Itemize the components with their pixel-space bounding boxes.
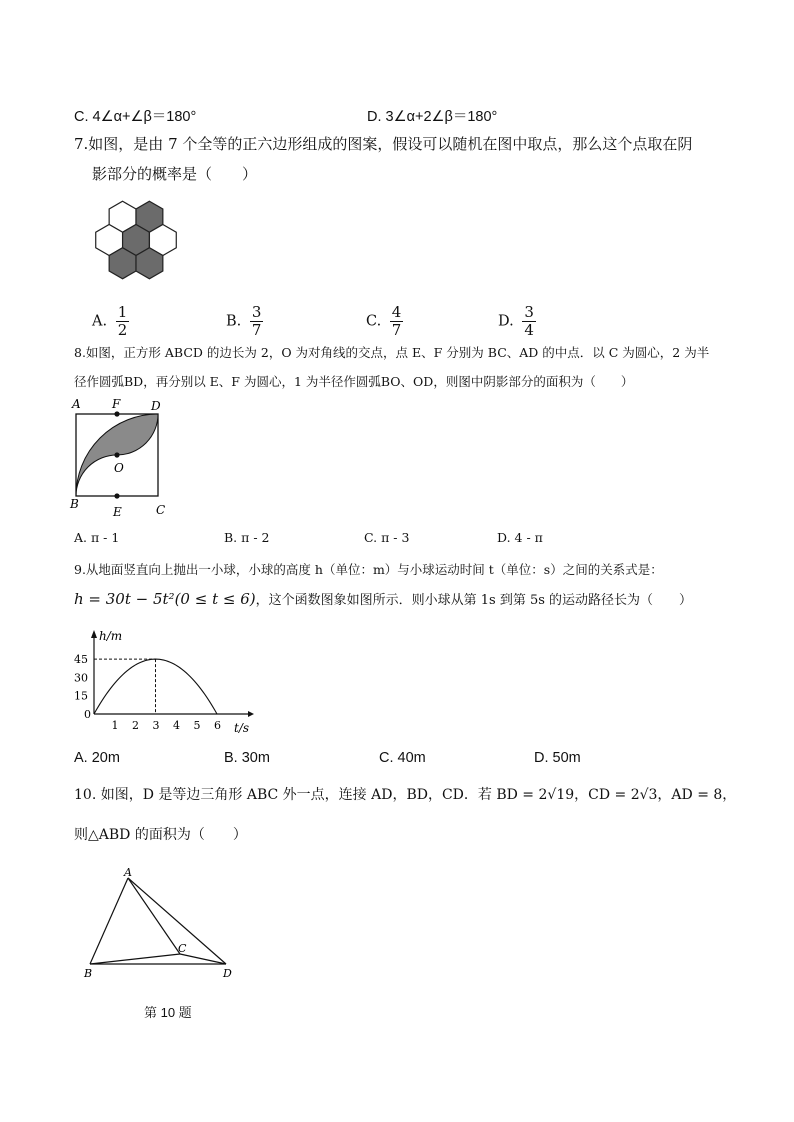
q7-option-b: B. $\frac{3}{7}$ <box>226 303 262 339</box>
label-a: A <box>72 397 81 411</box>
q8-stem-line2: 径作圆弧BD，再分别以 E、F 为圆心，1 为半径作圆弧BO、OD，则图中阴影部分的面积为（ ） <box>74 374 634 389</box>
q9-option-b: B. 30m <box>224 750 270 766</box>
q6-option-d: D. 3∠α+2∠β＝180° <box>367 109 498 125</box>
y-tick-label: 15 <box>74 689 88 703</box>
x-tick-label: 6 <box>214 719 221 732</box>
q9-formula: h = 30t − 5t²(0 ≤ t ≤ 6) <box>74 590 256 608</box>
label-a: A <box>124 866 132 879</box>
x-tick-label: 5 <box>193 719 201 732</box>
label-c: C <box>156 503 166 517</box>
q7-option-d: D. $\frac{3}{4}$ <box>498 303 534 339</box>
q7-option-d-fraction: $\frac{3}{4}$ <box>524 303 534 339</box>
x-tick-label: 3 <box>152 719 160 732</box>
x-tick-label: 4 <box>173 719 180 732</box>
label-e: E <box>113 505 122 519</box>
q8-option-d: D. 4 - π <box>497 530 543 545</box>
q10-stem-line1: 10. 如图，D 是等边三角形 ABC 外一点，连接 AD，BD，CD．若 BD = 2√19，CD = 2√3，AD = 8， <box>74 787 737 803</box>
q6-option-c: C. 4∠α+∠β＝180° <box>74 109 197 125</box>
segment-ab <box>90 878 128 964</box>
x-axis-label: t/s <box>234 721 250 735</box>
label-d: D <box>223 967 232 980</box>
q8-option-b: B. π - 2 <box>224 530 270 545</box>
x-axis-arrow <box>248 711 254 717</box>
segment-bc <box>90 954 180 964</box>
q7-option-a: A. $\frac{1}{2}$ <box>92 303 128 339</box>
label-f: F <box>112 397 121 411</box>
q9-stem-line2 <box>74 589 692 608</box>
q8-option-c: C. π - 3 <box>364 530 410 545</box>
x-tick-label: 2 <box>132 719 139 732</box>
q7-stem-line2: 影部分的概率是（ ） <box>92 165 258 183</box>
y-axis-arrow <box>91 630 97 638</box>
q7-option-a-fraction: $\frac{1}{2}$ <box>117 303 128 339</box>
q9-option-a: A. 20m <box>74 750 120 766</box>
q7-option-c: C. $\frac{4}{7}$ <box>366 303 402 339</box>
height-time-graph <box>70 624 260 740</box>
q9-stem-line1: 9.从地面竖直向上抛出一小球，小球的高度 h（单位：m）与小球运动时间 t（单位：s）之间的关系式是： <box>74 562 663 577</box>
y-axis-label: h/m <box>99 629 123 643</box>
y-tick-label: 0 <box>84 708 91 721</box>
triangle-figure <box>80 866 250 984</box>
q9-option-c: C. 40m <box>379 750 426 766</box>
q7-stem-line1: 7.如图，是由 7 个全等的正六边形组成的图案，假设可以随机在图中取点，那么这个点取在阴 <box>74 135 693 153</box>
y-tick-label: 30 <box>74 671 88 685</box>
q7-option-b-fraction: $\frac{3}{7}$ <box>251 303 262 339</box>
hexagon-figure <box>88 194 184 286</box>
q10-figure-caption: 第 10 题 <box>144 1005 192 1020</box>
point-f <box>114 411 119 416</box>
point-e <box>114 493 119 498</box>
label-b: B <box>70 497 79 511</box>
point-o <box>114 452 119 457</box>
q9-stem-rest: ，这个函数图象如图所示．则小球从第 1s 到第 5s 的运动路径长为（ ） <box>255 593 693 608</box>
label-d: D <box>151 399 161 413</box>
square-arc-figure <box>66 394 186 520</box>
q9-option-d: D. 50m <box>534 750 581 766</box>
q7-options <box>92 298 552 339</box>
label-c: C <box>178 942 187 955</box>
y-tick-label: 45 <box>74 653 88 667</box>
segment-cd <box>180 954 226 964</box>
q8-stem-line1: 8.如图，正方形 ABCD 的边长为 2，O 为对角线的交点，点 E、F 分别为 BC、AD 的中点．以 C 为圆心，2 为半 <box>74 345 710 360</box>
label-o: O <box>114 461 124 475</box>
segment-ad <box>128 878 226 964</box>
x-tick-label: 1 <box>111 719 119 732</box>
q7-option-c-fraction: $\frac{4}{7}$ <box>391 303 402 339</box>
q8-option-a: A. π - 1 <box>74 530 120 545</box>
label-b: B <box>84 967 93 980</box>
q10-stem-line2: 则△ABD 的面积为（ ） <box>74 827 247 843</box>
